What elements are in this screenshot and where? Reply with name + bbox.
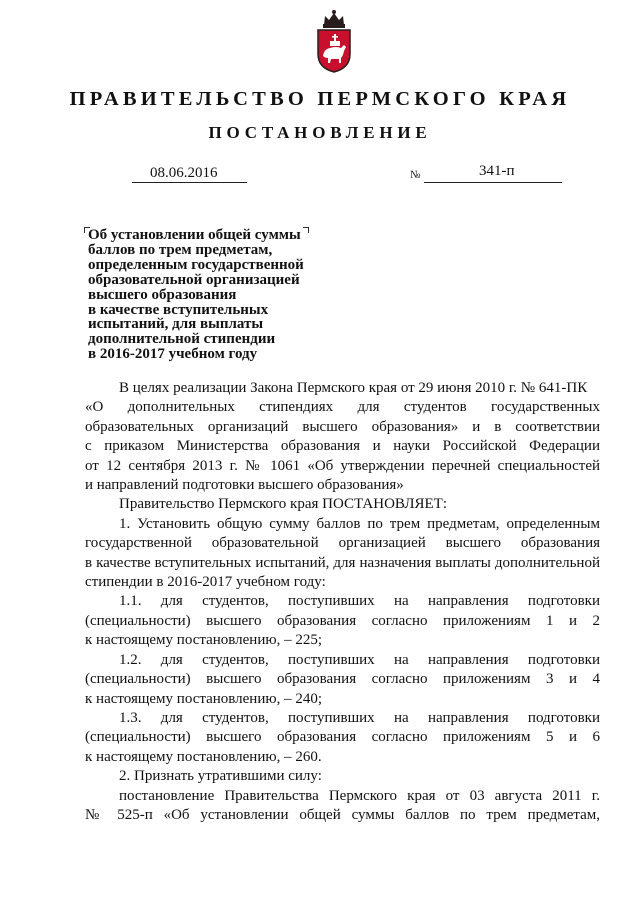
body-line: постановление Правительства Пермского края от 03 августа 2011 г. [119, 787, 600, 804]
body-line: 2. Признать утратившими силу: [119, 768, 322, 785]
number-underline [424, 182, 562, 183]
subject-line: Об установлении общей суммы [88, 227, 301, 243]
body-line: к настоящему постановлению, – 260. [85, 748, 322, 765]
coat-of-arms-icon [314, 8, 354, 74]
body-line: в качестве вступительных испытаний, для назначения выплаты дополнительной [85, 554, 600, 571]
subject-line: дополнительной стипендии [88, 331, 276, 348]
subject-line: высшего образования [88, 286, 237, 303]
subject-line: в качестве вступительных [88, 301, 269, 318]
body-line: «О дополнительных стипендиях для студентов государственных [85, 399, 600, 416]
body-line: образовательных организаций высшего образования» и в соответствии [85, 418, 600, 435]
body-line: (специальности) высшего образования согласно приложениям 3 и 4 [85, 671, 600, 688]
body-line: (специальности) высшего образования согласно приложениям 5 и 6 [85, 729, 600, 746]
subject-block [88, 228, 318, 362]
subject-line: в 2016-2017 учебном году [88, 346, 258, 363]
document-date: 08.06.2016 [150, 165, 218, 181]
body-text [85, 379, 600, 825]
date-underline [132, 182, 247, 183]
body-line: к настоящему постановлению, – 240; [85, 690, 322, 707]
document-type: ПОСТАНОВЛЕНИЕ [208, 123, 432, 142]
body-line: (специальности) высшего образования согласно приложениям 1 и 2 [85, 612, 600, 629]
body-line: Правительство Пермского края ПОСТАНОВЛЯЕТ: [119, 496, 448, 513]
body-line: № 525-п «Об установлении общей суммы баллов по трем предметам, [85, 806, 600, 823]
subject-line: образовательной организацией [88, 271, 300, 288]
body-line: 1. Установить общую сумму баллов по трем предметам, определенным [119, 515, 600, 532]
body-line: к настоящему постановлению, – 225; [85, 632, 322, 649]
body-line: с приказом Министерства образования и науки Российской Федерации [85, 438, 600, 455]
government-title: ПРАВИТЕЛЬСТВО ПЕРМСКОГО КРАЯ [69, 88, 571, 110]
body-line: стипендии в 2016-2017 учебном году: [85, 574, 326, 591]
body-line: 1.3. для студентов, поступивших на направления подготовки [119, 709, 600, 726]
body-line: В целях реализации Закона Пермского края от 29 июня 2010 г. № 641-ПК [119, 380, 588, 396]
number-sign: № [410, 169, 421, 181]
body-line: от 12 сентября 2013 г. № 1061 «Об утверждении перечней специальностей [85, 457, 600, 474]
document-number: 341-п [479, 163, 515, 179]
body-line: 1.2. для студентов, поступивших на направления подготовки [119, 651, 600, 668]
subject-line: определенным государственной [88, 256, 304, 273]
body-line: государственной образовательной организацией высшего образования [85, 535, 600, 552]
subject-line: испытаний, для выплаты [88, 316, 264, 333]
subject-line: баллов по трем предметам, [88, 241, 273, 258]
body-line: и направлений подготовки высшего образования» [85, 477, 404, 494]
body-line: 1.1. для студентов, поступивших на направления подготовки [119, 593, 600, 610]
